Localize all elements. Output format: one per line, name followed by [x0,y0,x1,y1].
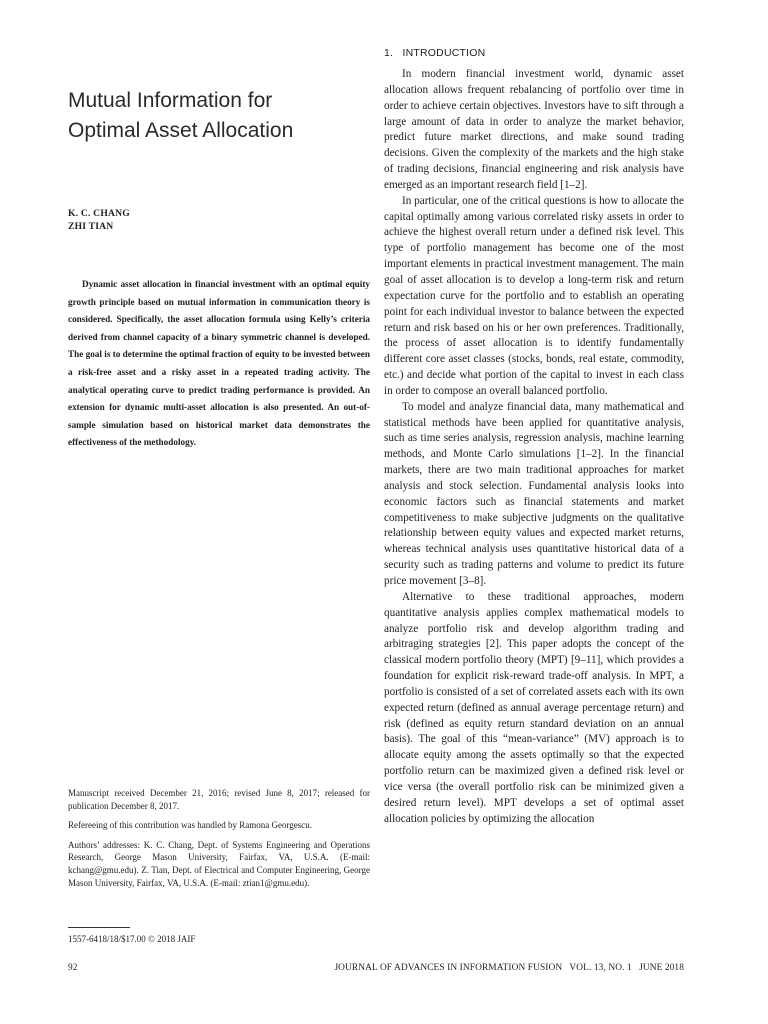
footnotes [68,787,370,896]
footnote-rule [68,927,130,928]
author-name: K. C. CHANG [68,208,130,219]
authors-addresses: Authors’ addresses: K. C. Chang, Dept. of Systems Engineering and Operations Research, George Mason University, Fairfax, VA, U.S.A. (E-mail: kchang@gmu.edu). Z. Tian, Dept. of Electrical and Computer Engineering, George Mason University, Fairfax, VA, U.S.A. (E-mail: ztian1@gmu.edu). [68,839,370,888]
page-number: 92 [68,963,78,973]
paragraph: Alternative to these traditional approaches, modern quantitative analysis applies complex mathematical models to analyze portfolio risk and develop algorithm trading and arbitraging strategies [2]. This paper adopts the concept of the classical modern portfolio theory (MPT) [9–11], which provides a foundation for explicit risk-reward trade-off analysis. In MPT, a portfolio is consisted of a set of correlated assets each with its own expected return (defined as annual average percentage return) and risk (defined as equity return standard deviation on an annual basis). The goal of this “mean-variance” (MV) approach is to allocate equity among the assets optimally so that the expected portfolio return can be maximized given a defined risk level or vice versa (the overall portfolio risk can be minimized given a desired return level). MPT develops a set of optimal asset allocation policies by optimizing the allocation [384,590,684,825]
paper-title-line-2: Optimal Asset Allocation [68,119,294,142]
abstract: Dynamic asset allocation in financial investment with an optimal equity growth principle based on mutual information in communication theory is considered. Specifically, the asset allocation formula using Kelly’s criteria derived from channel capacity of a binary symmetric channel is developed. The goal is to determine the optimal fraction of equity to be invested between a risk-free asset and a risky asset in a repeated trading activity. The analytical operating curve to predict trading performance is provided. An extension for dynamic multi-asset allocation is also presented. An out-of-sample simulation based on historical market data demonstrates the effectiveness of the methodology. [68,279,370,448]
paragraph: In modern financial investment world, dynamic asset allocation allows frequent rebalancing of portfolio over time in order to achieve certain objectives. Investors have to sift through a large amount of data in order to analyze the market behavior, predict future market directions, and make sound trading decisions. Given the complexity of the markets and the high stake of trading decisions, financial engineering and risk analysis have emerged as an important research field [1–2]. [384,68,684,191]
issn-line: 1557-6418/18/$17.00 © 2018 JAIF [68,934,196,944]
paper-title-line-1: Mutual Information for [68,89,273,112]
author-list [68,207,370,233]
paper-title [68,86,370,146]
section-heading: 1. INTRODUCTION [384,47,486,59]
paragraph: To model and analyze financial data, many mathematical and statistical methods have been applied for quantitative analysis, such as time series analysis, regression analysis, machine learning methods, and Monte Carlo simulations [1–2]. In the financial markets, there are two main traditional approaches for market analysis and stock selection. Fundamental analysis looks into economic factors such as financial statements and market competitiveness to make subjective judgments on the qualitative relationship between equity values and expected market returns, whereas technical analysis uses quantitative historical data of a security such as trading patterns and volume to predict its future price movement [3–8]. [384,400,684,587]
paragraph: In particular, one of the critical questions is how to allocate the capital optimally among various correlated risky assets in order to achieve the highest overall return under a defined risk level. This type of portfolio management has become one of the most important elements in practical investment management. The main goal of asset allocation is to develop a long-term risk and return expectation curve for the portfolio and to establish an operating point for each individual investor to balance between the expected return and risk based on his or her own preferences. Traditionally, the process of asset allocation is to identify fundamentally different core asset classes (stocks, bonds, real estate, commodity, etc.) and decide what portion of the capital to invest in each class in order to compose an overall balanced portfolio. [384,194,684,397]
body-text [384,67,684,828]
journal-name: JOURNAL OF ADVANCES IN INFORMATION FUSION VOL. 13, NO. 1 JUNE 2018 [334,963,684,973]
refereeing-note: Refereeing of this contribution was handled by Ramona Georgescu. [68,820,313,831]
author-name: ZHI TIAN [68,221,114,232]
manuscript-note: Manuscript received December 21, 2016; revised June 8, 2017; released for publication December 8, 2017. [68,788,370,811]
